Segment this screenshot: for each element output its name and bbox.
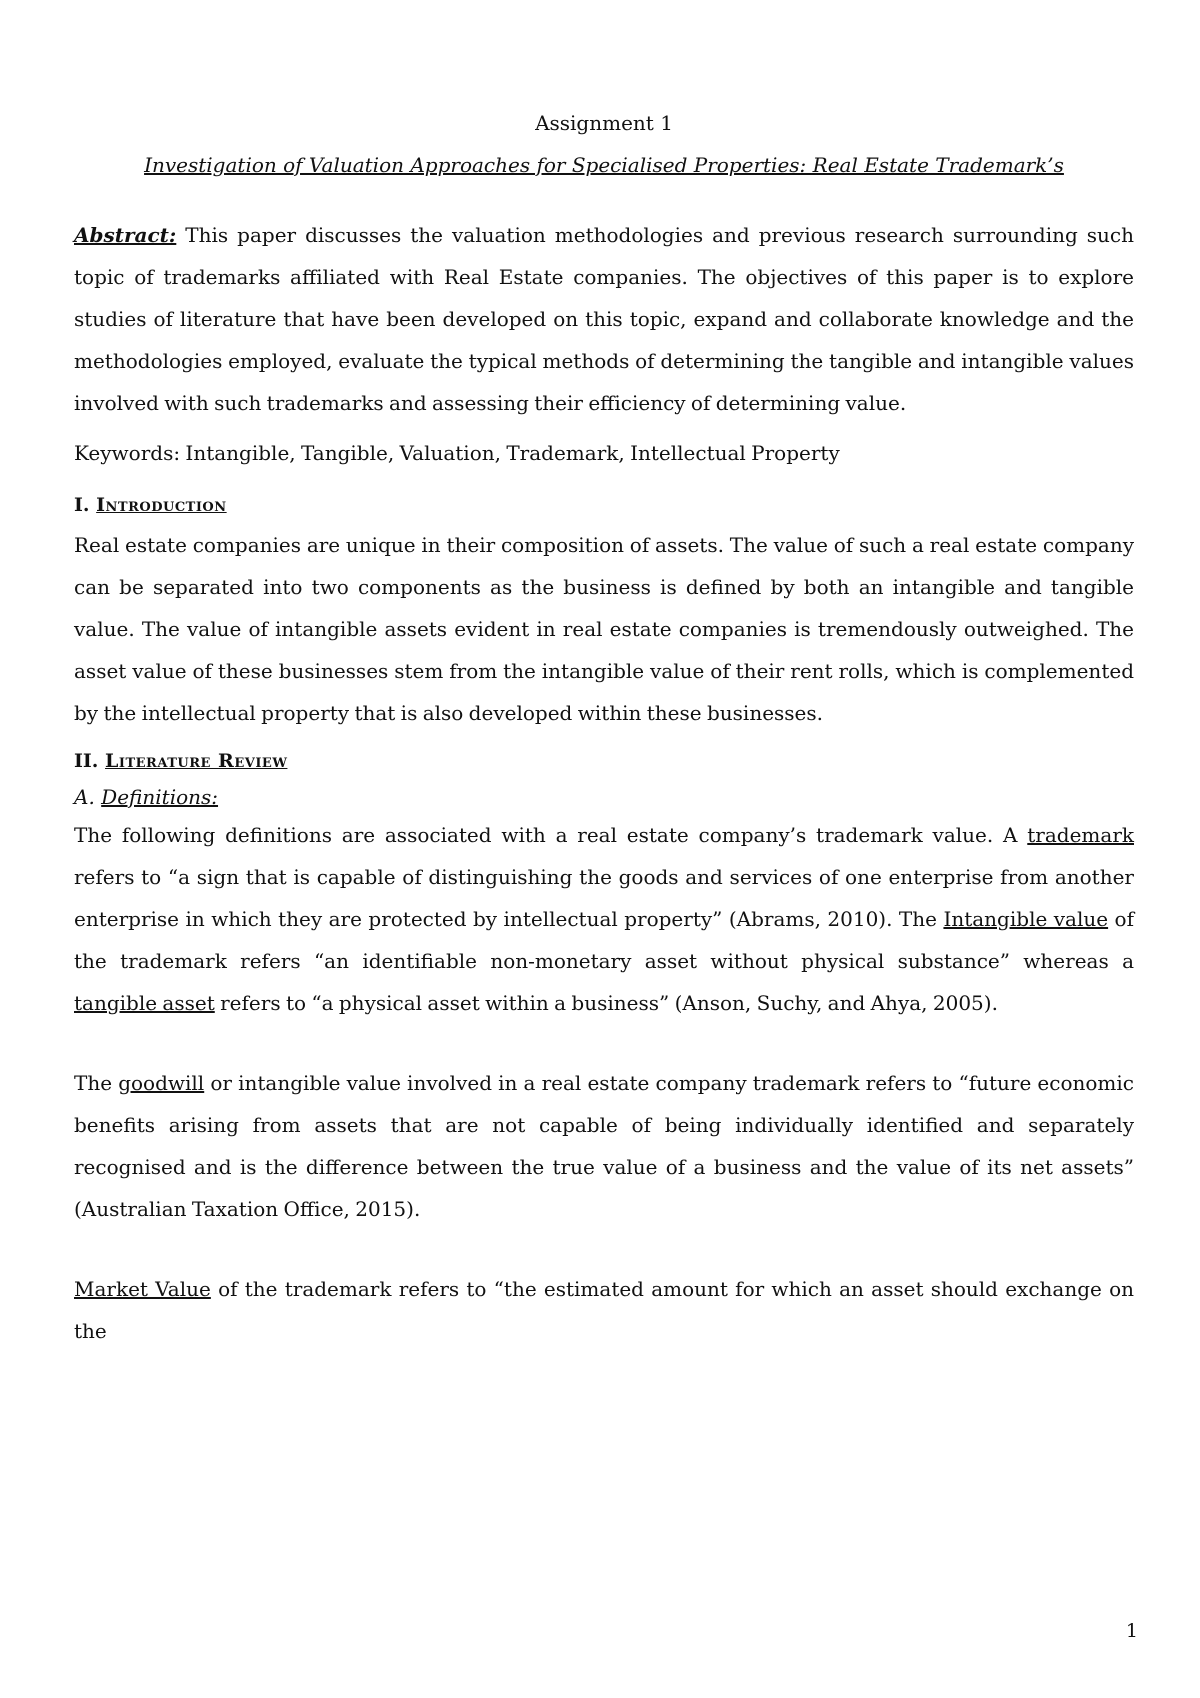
term-goodwill: goodwill	[118, 1071, 205, 1095]
page-number: 1	[1125, 1620, 1138, 1642]
document-title: Assignment 1	[535, 111, 673, 135]
text-run: The following definitions are associated with a real estate company’s trademark value. A	[74, 823, 1028, 847]
keywords-line: Keywords: Intangible, Tangible, Valuation, Trademark, Intellectual Property	[74, 441, 840, 465]
subsection-letter: A.	[74, 785, 95, 809]
text-run: of the trademark refers to “the estimated amount for which an asset should exchange on the	[74, 1277, 1134, 1343]
abstract-paragraph	[74, 214, 1134, 424]
page-content	[74, 108, 1134, 1352]
section-heading-introduction	[74, 490, 1134, 520]
document-subtitle: Investigation of Valuation Approaches for Specialised Properties: Real Estate Trademark’s	[144, 153, 1064, 177]
section-number: II.	[74, 750, 99, 772]
section-number: I.	[74, 494, 90, 516]
text-run: The	[74, 1071, 119, 1095]
term-tangible-asset: tangible asset	[74, 991, 215, 1015]
abstract-text: This paper discusses the valuation methodologies and previous research surrounding such topic of trademarks affiliated with Real Estate companies. The objectives of this paper is to explore studies of literature that have been developed on this topic, expand and collaborate knowledge and the methodologies employed, evaluate the typical methods of determining the tangible and intangible values involved with such trademarks and assessing their efficiency of determining value.	[74, 223, 1134, 415]
text-run: refers to “a physical asset within a business” (Anson, Suchy, and Ahya, 2005).	[214, 991, 998, 1015]
section-title: Literature Review	[105, 750, 288, 772]
term-market-value: Market Value	[74, 1277, 211, 1301]
definitions-paragraph-1	[74, 814, 1134, 1024]
text-run: or intangible value involved in a real estate company trademark refers to “future economic benefits arising from assets that are not capable of being individually identified and separately recognised and is the difference between the true value of a business and the value of its net assets” (Australian Taxation Office, 2015).	[74, 1071, 1134, 1221]
section-title: Introduction	[96, 494, 227, 516]
term-intangible-value: Intangible value	[943, 907, 1109, 931]
definitions-paragraph-2	[74, 1062, 1134, 1230]
section-heading-literature-review	[74, 746, 1134, 776]
text-run: of the trademark refers “an identifiable non-monetary asset without physical substance” whereas a	[74, 907, 1134, 973]
text-run: refers to “a sign that is capable of distinguishing the goods and services of one enterprise from another enterprise in which they are protected by intellectual property” (Abrams, 2010). The	[74, 865, 1134, 931]
definitions-paragraph-3	[74, 1268, 1134, 1352]
introduction-paragraph: Real estate companies are unique in their composition of assets. The value of such a real estate company can be separated into two components as the business is defined by both an intangible and tangible value. The value of intangible assets evident in real estate companies is tremendously outweighed. The asset value of these businesses stem from the intangible value of their rent rolls, which is complemented by the intellectual property that is also developed within these businesses.	[74, 533, 1134, 725]
subsection-title: Definitions:	[101, 785, 219, 809]
subsection-heading-definitions	[74, 780, 1134, 814]
abstract-label: Abstract:	[74, 223, 177, 247]
term-trademark: trademark	[1027, 823, 1134, 847]
